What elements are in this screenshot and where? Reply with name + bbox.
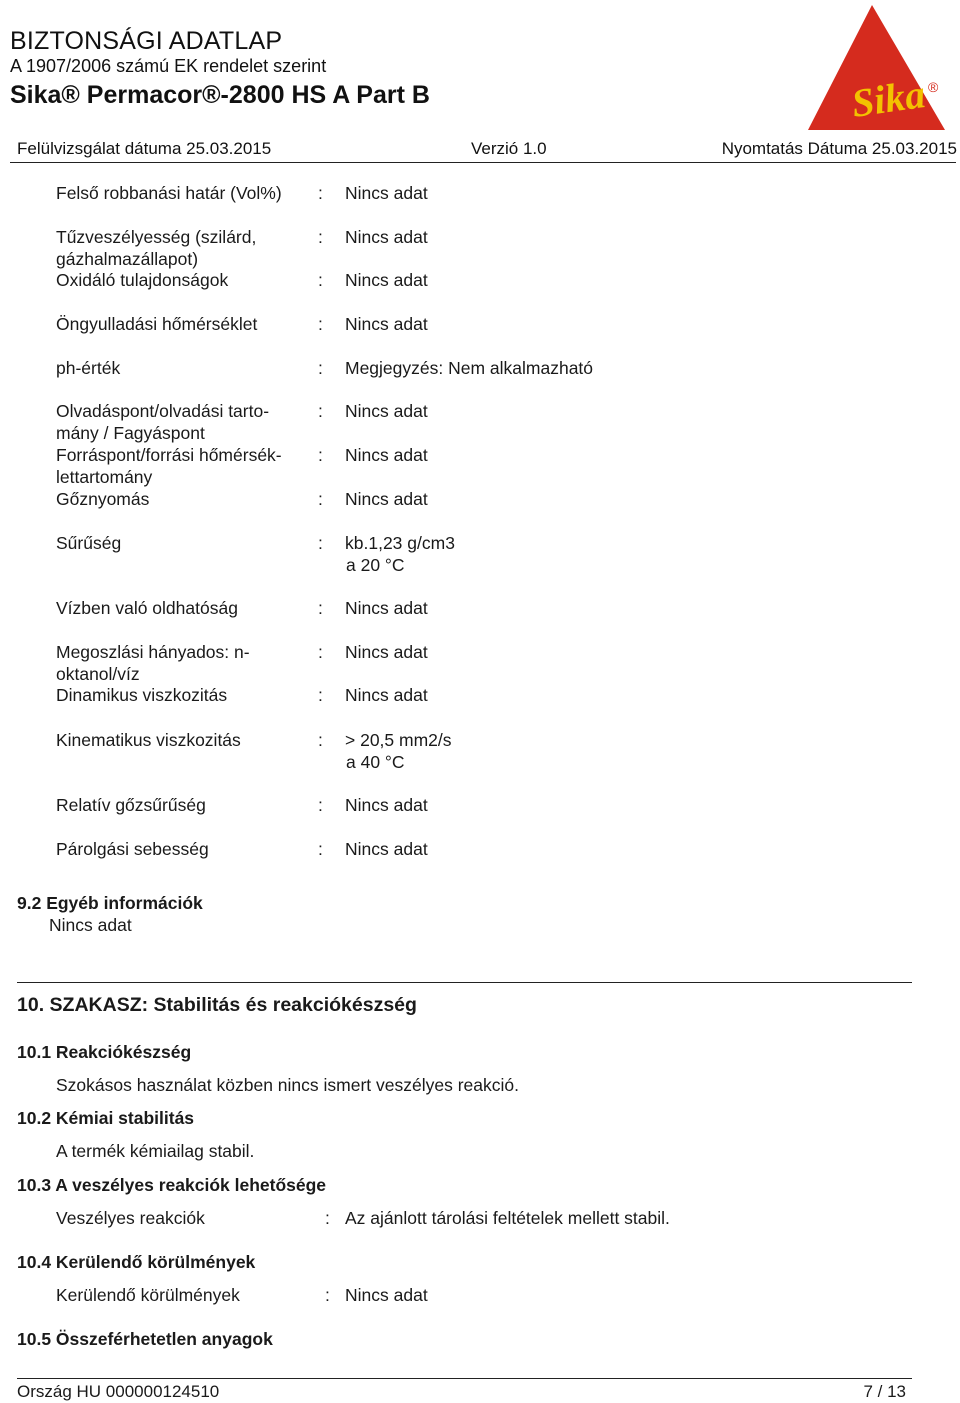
property-colon: : [325,1208,330,1228]
property-value [345,532,455,576]
property-value: Nincs adat [345,489,428,509]
property-value: Nincs adat [345,685,428,705]
property-label: Tűzveszélyesség (szilárd, gázhalmazállapot) [56,227,257,269]
property-value: Az ajánlott tárolási feltételek mellett stabil. [345,1208,670,1228]
property-colon: : [318,314,323,334]
property-label: Sűrűség [56,533,122,553]
property-colon: : [318,642,323,662]
property-label: Öngyulladási hőmérséklet [56,314,258,334]
document-title: BIZTONSÁGI ADATLAP [10,27,283,55]
property-label: Kerülendő körülmények [56,1285,240,1305]
property-label: Relatív gőzsűrűség [56,795,206,815]
subsection-text: Szokásos használat közben nincs ismert veszélyes reakció. [56,1075,519,1095]
logo-registered-mark: ® [928,79,939,95]
property-value: Nincs adat [345,598,428,618]
property-label: Vízben való oldhatóság [56,598,238,618]
logo-wordmark: Sika [848,71,928,126]
property-colon: : [318,401,323,421]
property-value: Megjegyzés: Nem alkalmazható [345,358,594,378]
version: Verzió 1.0 [471,139,547,158]
property-value-line: > 20,5 mm2/s [345,730,452,750]
property-colon: : [318,839,323,859]
property-value: Nincs adat [345,183,428,203]
page-number: 7 / 13 [863,1382,906,1401]
property-value: Nincs adat [345,314,428,334]
property-value: Nincs adat [345,227,428,247]
subsection-title: 9.2 Egyéb információk [17,893,203,913]
property-label: Felső robbanási határ (Vol%) [56,183,282,203]
property-colon: : [318,358,323,378]
property-colon: : [318,227,323,247]
property-colon: : [318,598,323,618]
property-value: Nincs adat [345,642,428,662]
property-value-line: kb.1,23 g/cm3 [345,533,455,553]
property-label: Párolgási sebesség [56,839,209,859]
property-label: Megoszlási hányados: n-oktanol/víz [56,642,250,684]
property-label: Gőznyomás [56,489,150,509]
property-label: Forráspont/forrási hőmérsék-lettartomány [56,445,282,487]
subsection-title: 10.1 Reakciókészség [17,1042,192,1062]
section-divider [17,982,912,983]
revision-date: Felülvizsgálat dátuma 25.03.2015 [17,139,272,158]
property-colon: : [318,445,323,465]
regulation-reference: A 1907/2006 számú EK rendelet szerint [10,56,327,76]
footer-divider [17,1378,912,1379]
subsection-title: 10.5 Összeférhetetlen anyagok [17,1329,273,1349]
sika-logo [804,2,948,132]
subsection-title: 10.3 A veszélyes reakciók lehetősége [17,1175,327,1195]
property-value: Nincs adat [345,839,428,859]
property-colon: : [318,183,323,203]
property-value-condition: a 20 °C [346,555,405,575]
property-label: Oxidáló tulajdonságok [56,270,229,290]
property-colon: : [318,685,323,705]
subsection-title: 10.4 Kerülendő körülmények [17,1252,256,1272]
product-name: Sika® Permacor®-2800 HS A Part B [10,81,430,109]
property-colon: : [318,533,323,553]
property-label: Dinamikus viszkozitás [56,685,228,705]
property-value: Nincs adat [345,445,428,465]
property-value-condition: a 40 °C [346,752,405,772]
property-value: Nincs adat [345,270,428,290]
header-divider [10,162,956,163]
property-label: Veszélyes reakciók [56,1208,205,1228]
subsection-title: 10.2 Kémiai stabilitás [17,1108,195,1128]
subsection-text: Nincs adat [49,915,132,935]
property-colon: : [318,795,323,815]
property-label: Kinematikus viszkozitás [56,730,241,750]
property-value: Nincs adat [345,401,428,421]
property-colon: : [318,270,323,290]
property-value: Nincs adat [345,1285,428,1305]
footer-country-code: Ország HU 000000124510 [17,1382,220,1401]
property-colon: : [318,730,323,750]
property-label: Olvadáspont/olvadási tarto-mány / Fagyáspont [56,401,270,443]
subsection-text: A termék kémiailag stabil. [56,1141,255,1161]
property-value [345,729,452,773]
property-label: ph-érték [56,358,121,378]
property-value: Nincs adat [345,795,428,815]
print-date: Nyomtatás Dátuma 25.03.2015 [721,139,957,158]
property-colon: : [325,1285,330,1305]
section-title: 10. SZAKASZ: Stabilitás és reakciókészség [17,994,417,1016]
property-colon: : [318,489,323,509]
